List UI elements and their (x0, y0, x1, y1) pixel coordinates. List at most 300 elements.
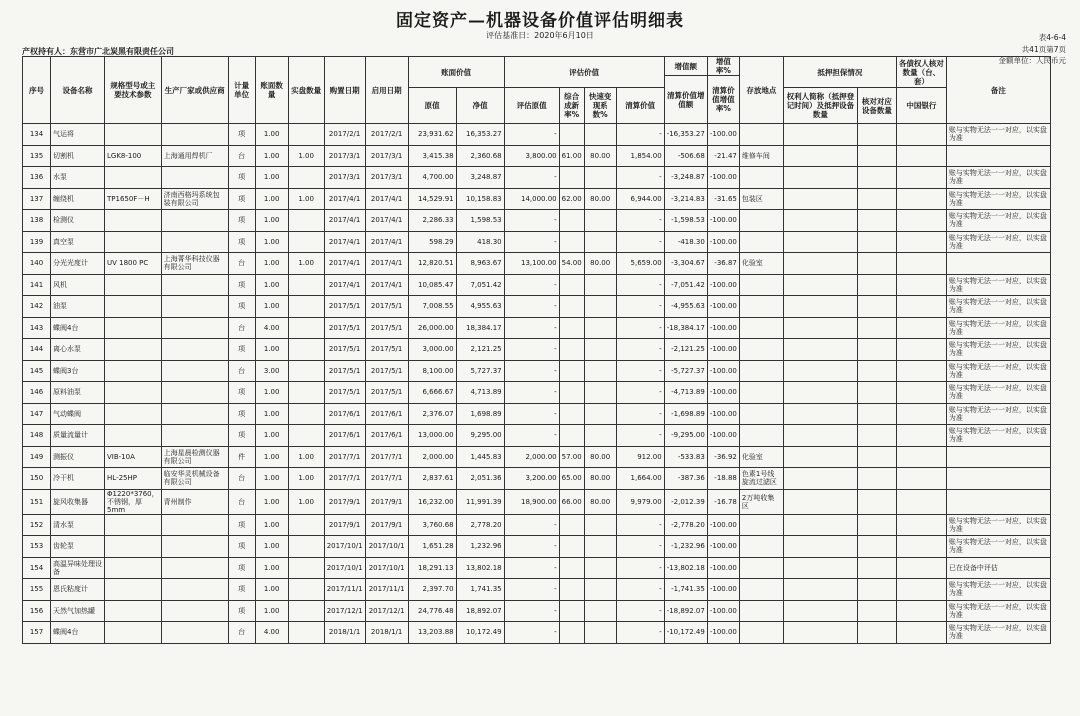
cell-orig: 24,776.48 (408, 600, 456, 622)
cell-pdate: 2017/5/1 (324, 339, 365, 361)
table-row (23, 167, 1051, 189)
cell-loc (739, 210, 783, 232)
cell-inc: -13,802.18 (664, 557, 707, 579)
col-book-value: 账面价值 (408, 57, 504, 88)
cell-verify (857, 557, 896, 579)
cell-liq: - (616, 360, 664, 382)
col-liquidation-factor: 快速变现系数% (584, 88, 616, 124)
cell-newness (559, 622, 584, 644)
cell-book-qty: 1.00 (255, 536, 288, 558)
cell-factor (584, 339, 616, 361)
cell-unit: 台 (228, 489, 255, 514)
cell-mort (783, 231, 857, 253)
table-row (23, 145, 1051, 167)
cell-orig: 3,415.38 (408, 145, 456, 167)
cell-orig: 8,100.00 (408, 360, 456, 382)
cell-rate: -100.00 (707, 622, 739, 644)
cell-model (105, 557, 162, 579)
cell-model (105, 403, 162, 425)
cell-cred (896, 124, 946, 146)
cell-note: 账与实物无法一一对应，以实盘为准 (946, 231, 1050, 253)
cell-maker (161, 557, 228, 579)
cell-sdate: 2017/11/1 (365, 579, 408, 601)
cell-unit: 项 (228, 536, 255, 558)
cell-mort (783, 403, 857, 425)
col-purchase-date: 购置日期 (324, 57, 365, 124)
cell-seq: 135 (23, 145, 51, 167)
cell-sdate: 2017/4/1 (365, 231, 408, 253)
cell-pdate: 2017/5/1 (324, 317, 365, 339)
cell-seq: 141 (23, 274, 51, 296)
cell-note: 账与实物无法一一对应，以实盘为准 (946, 360, 1050, 382)
cell-pdate: 2017/3/1 (324, 167, 365, 189)
cell-note (946, 468, 1050, 490)
cell-factor (584, 514, 616, 536)
cell-eval: 2,000.00 (504, 446, 559, 468)
cell-factor: 80.00 (584, 145, 616, 167)
cell-mort (783, 468, 857, 490)
cell-unit: 台 (228, 622, 255, 644)
cell-pdate: 2017/5/1 (324, 382, 365, 404)
col-eval-original: 评估原值 (504, 88, 559, 124)
cell-orig: 4,700.00 (408, 167, 456, 189)
cell-liq: - (616, 579, 664, 601)
table-row (23, 489, 1051, 514)
cell-actual-qty (288, 360, 324, 382)
cell-actual-qty: 1.00 (288, 253, 324, 275)
cell-name: 天然气加热罐 (51, 600, 105, 622)
cell-model (105, 360, 162, 382)
cell-pdate: 2017/4/1 (324, 231, 365, 253)
cell-maker: 上海菁华科技仪器有限公司 (161, 253, 228, 275)
cell-verify (857, 600, 896, 622)
cell-note: 账与实物无法一一对应，以实盘为准 (946, 514, 1050, 536)
cell-loc (739, 167, 783, 189)
cell-net: 10,158.83 (456, 188, 504, 210)
cell-pdate: 2017/4/1 (324, 253, 365, 275)
cell-unit: 项 (228, 188, 255, 210)
cell-factor (584, 317, 616, 339)
cell-loc (739, 425, 783, 447)
cell-inc: -3,304.67 (664, 253, 707, 275)
cell-loc (739, 382, 783, 404)
cell-pdate: 2017/6/1 (324, 425, 365, 447)
cell-factor (584, 403, 616, 425)
cell-net: 4,713.89 (456, 382, 504, 404)
cell-seq: 155 (23, 579, 51, 601)
cell-actual-qty (288, 536, 324, 558)
table-row (23, 210, 1051, 232)
cell-name: 恩氏粘度计 (51, 579, 105, 601)
cell-sdate: 2017/9/1 (365, 489, 408, 514)
cell-pdate: 2017/12/1 (324, 600, 365, 622)
cell-name: 分光光度计 (51, 253, 105, 275)
cell-name: 原料油泵 (51, 382, 105, 404)
cell-newness: 57.00 (559, 446, 584, 468)
cell-inc: -9,295.00 (664, 425, 707, 447)
cell-name: 真空泵 (51, 231, 105, 253)
cell-name: 旋风收集器 (51, 489, 105, 514)
cell-liq: - (616, 600, 664, 622)
cell-pdate: 2017/10/1 (324, 557, 365, 579)
cell-actual-qty (288, 403, 324, 425)
cell-newness: 54.00 (559, 253, 584, 275)
cell-inc: -533.83 (664, 446, 707, 468)
cell-eval: - (504, 425, 559, 447)
table-row (23, 317, 1051, 339)
cell-note: 账与实物无法一一对应，以实盘为准 (946, 425, 1050, 447)
cell-newness (559, 167, 584, 189)
cell-net: 1,698.89 (456, 403, 504, 425)
cell-sdate: 2017/4/1 (365, 210, 408, 232)
table-row (23, 536, 1051, 558)
cell-inc: -2,121.25 (664, 339, 707, 361)
cell-liq: - (616, 622, 664, 644)
cell-verify (857, 536, 896, 558)
cell-book-qty: 1.00 (255, 468, 288, 490)
cell-note (946, 446, 1050, 468)
cell-maker (161, 382, 228, 404)
cell-maker (161, 167, 228, 189)
cell-sdate: 2017/5/1 (365, 296, 408, 318)
cell-actual-qty: 1.00 (288, 145, 324, 167)
cell-net: 2,778.20 (456, 514, 504, 536)
cell-seq: 149 (23, 446, 51, 468)
cell-orig: 16,232.00 (408, 489, 456, 514)
cell-newness: 66.00 (559, 489, 584, 514)
cell-seq: 140 (23, 253, 51, 275)
cell-sdate: 2017/4/1 (365, 253, 408, 275)
cell-eval: - (504, 536, 559, 558)
cell-model (105, 536, 162, 558)
cell-cred (896, 210, 946, 232)
cell-verify (857, 382, 896, 404)
col-liq-increase: 清算价值增值额 (664, 76, 707, 124)
cell-cred (896, 231, 946, 253)
cell-seq: 153 (23, 536, 51, 558)
cell-liq: - (616, 317, 664, 339)
col-book-original: 原值 (408, 88, 456, 124)
cell-note: 已在设备中评估 (946, 557, 1050, 579)
cell-verify (857, 124, 896, 146)
cell-eval: - (504, 579, 559, 601)
cell-cred (896, 317, 946, 339)
cell-model (105, 274, 162, 296)
cell-rate: -100.00 (707, 231, 739, 253)
cell-pdate: 2017/11/1 (324, 579, 365, 601)
cell-newness (559, 557, 584, 579)
cell-cred (896, 274, 946, 296)
cell-net: 13,802.18 (456, 557, 504, 579)
cell-factor: 80.00 (584, 253, 616, 275)
col-liquidation-value: 清算价值 (616, 88, 664, 124)
cell-unit: 台 (228, 317, 255, 339)
cell-verify (857, 167, 896, 189)
cell-inc: -2,012.39 (664, 489, 707, 514)
cell-sdate: 2017/2/1 (365, 124, 408, 146)
cell-name: 水泵 (51, 167, 105, 189)
cell-factor: 80.00 (584, 468, 616, 490)
cell-cred (896, 382, 946, 404)
cell-note (946, 145, 1050, 167)
cell-rate: -100.00 (707, 317, 739, 339)
cell-seq: 142 (23, 296, 51, 318)
cell-loc: 2万吨收集区 (739, 489, 783, 514)
cell-unit: 台 (228, 468, 255, 490)
cell-cred (896, 253, 946, 275)
cell-loc (739, 339, 783, 361)
cell-mort (783, 167, 857, 189)
cell-net: 5,727.37 (456, 360, 504, 382)
cell-mort (783, 339, 857, 361)
cell-book-qty: 1.00 (255, 188, 288, 210)
cell-orig: 2,000.00 (408, 446, 456, 468)
cell-rate: -100.00 (707, 579, 739, 601)
cell-seq: 137 (23, 188, 51, 210)
cell-orig: 12,820.51 (408, 253, 456, 275)
cell-model (105, 296, 162, 318)
cell-cred (896, 579, 946, 601)
cell-orig: 10,085.47 (408, 274, 456, 296)
cell-inc: -3,248.87 (664, 167, 707, 189)
cell-inc: -18,384.17 (664, 317, 707, 339)
cell-orig: 3,760.68 (408, 514, 456, 536)
cell-liq: - (616, 514, 664, 536)
cell-book-qty: 1.00 (255, 296, 288, 318)
cell-book-qty: 1.00 (255, 339, 288, 361)
cell-loc (739, 124, 783, 146)
cell-maker (161, 274, 228, 296)
cell-inc: -4,713.89 (664, 382, 707, 404)
cell-model (105, 600, 162, 622)
cell-seq: 144 (23, 339, 51, 361)
cell-maker (161, 536, 228, 558)
cell-name: 气运将 (51, 124, 105, 146)
table-row (23, 622, 1051, 644)
cell-seq: 136 (23, 167, 51, 189)
cell-model (105, 231, 162, 253)
cell-rate: -18.88 (707, 468, 739, 490)
cell-orig: 598.29 (408, 231, 456, 253)
cell-mort (783, 579, 857, 601)
cell-name: 高温异味处理设备 (51, 557, 105, 579)
table-row (23, 296, 1051, 318)
cell-inc: -18,892.07 (664, 600, 707, 622)
cell-factor (584, 382, 616, 404)
cell-liq: - (616, 124, 664, 146)
owner: 产权持有人：东营市广北炭黑有限责任公司 (22, 47, 174, 56)
cell-note: 账与实物无法一一对应，以实盘为准 (946, 167, 1050, 189)
cell-rate: -100.00 (707, 425, 739, 447)
cell-pdate: 2017/7/1 (324, 446, 365, 468)
cell-rate: -100.00 (707, 536, 739, 558)
cell-note: 账与实物无法一一对应，以实盘为准 (946, 296, 1050, 318)
cell-model (105, 339, 162, 361)
cell-seq: 146 (23, 382, 51, 404)
cell-loc: 维修车间 (739, 145, 783, 167)
cell-maker: 临安华灵机械设备有限公司 (161, 468, 228, 490)
cell-rate: -100.00 (707, 124, 739, 146)
cell-orig: 13,203.88 (408, 622, 456, 644)
cell-eval: - (504, 403, 559, 425)
cell-liq: 1,854.00 (616, 145, 664, 167)
col-start-date: 启用日期 (365, 57, 408, 124)
cell-sdate: 2017/9/1 (365, 514, 408, 536)
cell-newness (559, 231, 584, 253)
cell-model: Φ1220*3760，不锈钢，厚5mm (105, 489, 162, 514)
cell-inc: -10,172.49 (664, 622, 707, 644)
cell-actual-qty (288, 579, 324, 601)
cell-actual-qty (288, 231, 324, 253)
col-increase-rate: 增值率% (707, 57, 739, 76)
cell-name: 缠绕机 (51, 188, 105, 210)
cell-sdate: 2017/5/1 (365, 339, 408, 361)
cell-seq: 138 (23, 210, 51, 232)
cell-maker (161, 360, 228, 382)
cell-unit: 台 (228, 360, 255, 382)
cell-rate: -100.00 (707, 403, 739, 425)
cell-net: 7,051.42 (456, 274, 504, 296)
cell-verify (857, 274, 896, 296)
cell-book-qty: 4.00 (255, 317, 288, 339)
cell-mort (783, 622, 857, 644)
cell-seq: 157 (23, 622, 51, 644)
cell-verify (857, 489, 896, 514)
cell-mort (783, 145, 857, 167)
cell-newness (559, 296, 584, 318)
cell-actual-qty: 1.00 (288, 446, 324, 468)
cell-orig: 6,666.67 (408, 382, 456, 404)
cell-orig: 1,651.28 (408, 536, 456, 558)
cell-liq: 9,979.00 (616, 489, 664, 514)
table-row (23, 557, 1051, 579)
cell-sdate: 2018/1/1 (365, 622, 408, 644)
cell-seq: 150 (23, 468, 51, 490)
cell-actual-qty (288, 317, 324, 339)
cell-name: 风机 (51, 274, 105, 296)
cell-eval: - (504, 557, 559, 579)
cell-cred (896, 403, 946, 425)
cell-maker (161, 514, 228, 536)
cell-sdate: 2017/5/1 (365, 360, 408, 382)
cell-newness (559, 579, 584, 601)
cell-pdate: 2017/10/1 (324, 536, 365, 558)
cell-mort (783, 274, 857, 296)
cell-maker (161, 339, 228, 361)
cell-book-qty: 1.00 (255, 274, 288, 296)
cell-book-qty: 1.00 (255, 167, 288, 189)
cell-seq: 154 (23, 557, 51, 579)
cell-book-qty: 1.00 (255, 403, 288, 425)
cell-model (105, 210, 162, 232)
cell-seq: 143 (23, 317, 51, 339)
cell-seq: 151 (23, 489, 51, 514)
cell-cred (896, 339, 946, 361)
table-row (23, 231, 1051, 253)
cell-note: 账与实物无法一一对应，以实盘为准 (946, 536, 1050, 558)
cell-maker (161, 317, 228, 339)
cell-eval: - (504, 124, 559, 146)
cell-model (105, 622, 162, 644)
cell-name: 气动蝶阀 (51, 403, 105, 425)
cell-pdate: 2017/4/1 (324, 188, 365, 210)
cell-liq: - (616, 339, 664, 361)
col-model: 规格型号或主要技术参数 (105, 57, 162, 124)
cell-eval: 14,000.00 (504, 188, 559, 210)
cell-model (105, 514, 162, 536)
cell-liq: - (616, 296, 664, 318)
cell-orig: 2,397.70 (408, 579, 456, 601)
cell-book-qty: 1.00 (255, 514, 288, 536)
cell-mort (783, 124, 857, 146)
cell-actual-qty (288, 296, 324, 318)
cell-unit: 项 (228, 210, 255, 232)
cell-net: 1,232.96 (456, 536, 504, 558)
cell-newness: 61.00 (559, 145, 584, 167)
cell-sdate: 2017/4/1 (365, 188, 408, 210)
cell-verify (857, 253, 896, 275)
cell-sdate: 2017/7/1 (365, 446, 408, 468)
cell-name: 油泵 (51, 296, 105, 318)
cell-factor (584, 210, 616, 232)
cell-name: 切割机 (51, 145, 105, 167)
table-row (23, 425, 1051, 447)
col-increase: 增值额 (664, 57, 707, 76)
cell-unit: 项 (228, 231, 255, 253)
cell-book-qty: 1.00 (255, 210, 288, 232)
cell-loc (739, 557, 783, 579)
cell-loc (739, 536, 783, 558)
table-row (23, 360, 1051, 382)
cell-verify (857, 360, 896, 382)
cell-loc (739, 231, 783, 253)
cell-name: 离心水泵 (51, 339, 105, 361)
cell-loc: 化验室 (739, 253, 783, 275)
cell-eval: - (504, 231, 559, 253)
cell-verify (857, 514, 896, 536)
cell-note: 账与实物无法一一对应，以实盘为准 (946, 274, 1050, 296)
cell-orig: 26,000.00 (408, 317, 456, 339)
cell-unit: 项 (228, 339, 255, 361)
cell-verify (857, 425, 896, 447)
cell-rate: -100.00 (707, 274, 739, 296)
cell-pdate: 2017/4/1 (324, 274, 365, 296)
cell-orig: 2,837.61 (408, 468, 456, 490)
cell-inc: -387.36 (664, 468, 707, 490)
cell-note: 账与实物无法一一对应，以实盘为准 (946, 600, 1050, 622)
cell-cred (896, 446, 946, 468)
cell-newness (559, 317, 584, 339)
cell-note (946, 253, 1050, 275)
cell-unit: 项 (228, 296, 255, 318)
cell-verify (857, 210, 896, 232)
cell-eval: - (504, 382, 559, 404)
cell-sdate: 2017/4/1 (365, 274, 408, 296)
cell-model (105, 425, 162, 447)
cell-pdate: 2017/3/1 (324, 145, 365, 167)
cell-actual-qty (288, 425, 324, 447)
cell-cred (896, 188, 946, 210)
cell-loc (739, 296, 783, 318)
table-row (23, 468, 1051, 490)
cell-net: 8,963.67 (456, 253, 504, 275)
cell-mort (783, 425, 857, 447)
col-book-qty: 账面数量 (255, 57, 288, 124)
cell-unit: 台 (228, 253, 255, 275)
cell-net: 10,172.49 (456, 622, 504, 644)
cell-seq: 139 (23, 231, 51, 253)
cell-newness (559, 210, 584, 232)
